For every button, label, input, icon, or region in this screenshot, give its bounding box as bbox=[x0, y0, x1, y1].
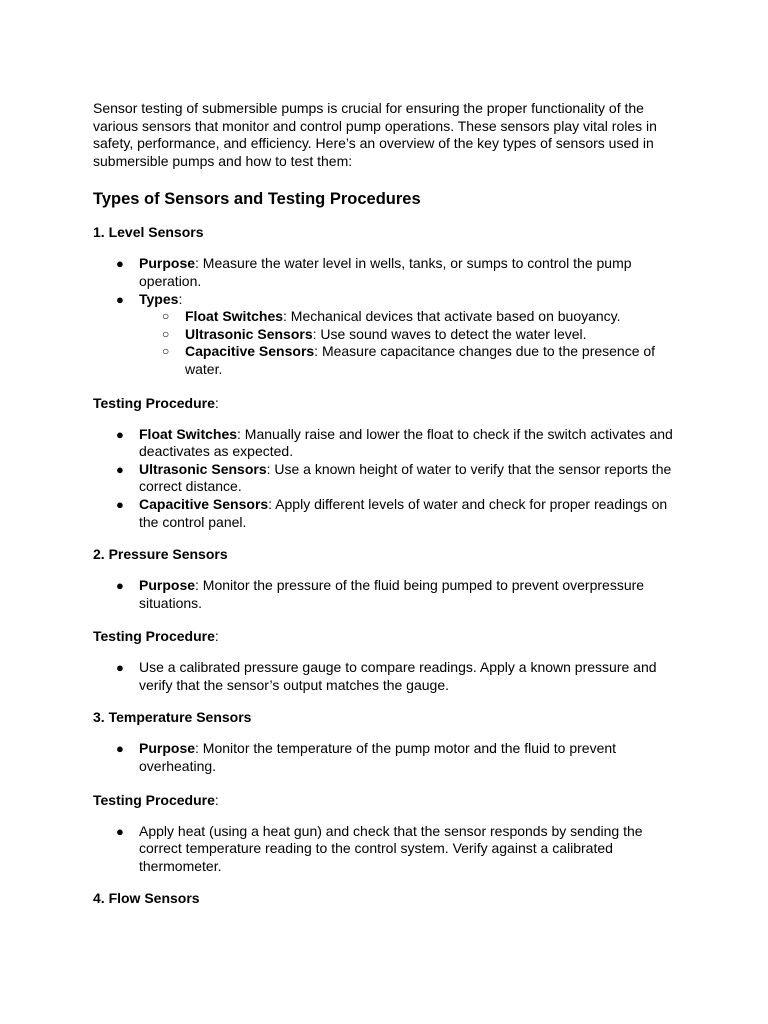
sub-list-item bbox=[139, 326, 673, 344]
pressure-sensors-heading: 2. Pressure Sensors bbox=[93, 546, 228, 563]
pressure-testing-list bbox=[93, 659, 673, 694]
purpose-term: Purpose bbox=[139, 577, 196, 594]
bullet-icon: ● bbox=[116, 496, 124, 512]
hollow-bullet-icon: ○ bbox=[162, 309, 170, 324]
testing-term: Testing Procedure bbox=[93, 394, 215, 411]
type-text: : Mechanical devices that activate based on buoyancy. bbox=[283, 308, 621, 325]
pressure-testing-label bbox=[93, 627, 673, 645]
procedure-text: : Apply different levels of water and check for proper readings on the control panel. bbox=[139, 495, 668, 530]
section-title: Types of Sensors and Testing Procedures bbox=[93, 190, 421, 209]
bullet-icon: ● bbox=[116, 461, 124, 477]
temperature-sensors-list bbox=[93, 740, 673, 775]
temperature-sensors-heading: 3. Temperature Sensors bbox=[93, 709, 252, 726]
list-item bbox=[93, 426, 673, 461]
list-item bbox=[93, 496, 673, 531]
testing-colon: : bbox=[214, 791, 219, 808]
procedure-text: Apply heat (using a heat gun) and check that the sensor responds by sending the correct temperature reading to the control system. Verify against a calibrated thermometer. bbox=[139, 822, 643, 874]
level-sensors-heading: 1. Level Sensors bbox=[93, 224, 204, 241]
list-item bbox=[93, 659, 673, 694]
flow-sensors-heading: 4. Flow Sensors bbox=[93, 890, 200, 907]
type-term: Float Switches bbox=[185, 308, 284, 325]
intro-paragraph: Sensor testing of submersible pumps is crucial for ensuring the proper functionality of the various sensors that monitor and control pump operations. These sensors play vital roles in safety, performance, and efficiency. Here’s an overview of the key types of sensors used in submersible pumps and how to test them: bbox=[93, 100, 657, 169]
level-testing-label bbox=[93, 394, 673, 412]
procedure-term: Float Switches bbox=[139, 425, 238, 442]
document-body bbox=[93, 100, 673, 907]
list-item bbox=[93, 577, 673, 612]
hollow-bullet-icon: ○ bbox=[162, 326, 170, 341]
purpose-term: Purpose bbox=[139, 740, 196, 757]
purpose-text: : Measure the water level in wells, tanks, or sumps to control the pump operation. bbox=[139, 255, 632, 289]
bullet-icon: ● bbox=[116, 256, 124, 272]
types-colon: : bbox=[178, 290, 183, 307]
type-text: : Use sound waves to detect the water level. bbox=[312, 325, 587, 342]
bullet-icon: ● bbox=[116, 823, 124, 839]
list-item bbox=[93, 740, 673, 775]
bullet-icon: ● bbox=[116, 578, 124, 594]
bullet-icon: ● bbox=[116, 291, 124, 307]
temperature-testing-label bbox=[93, 791, 673, 809]
list-item bbox=[93, 461, 673, 496]
purpose-text: : Monitor the pressure of the fluid being pumped to prevent overpressure situations. bbox=[139, 577, 645, 611]
sub-list-item bbox=[139, 308, 673, 326]
testing-colon: : bbox=[214, 628, 219, 645]
hollow-bullet-icon: ○ bbox=[162, 344, 170, 359]
temperature-testing-list bbox=[93, 823, 673, 876]
level-testing-list bbox=[93, 426, 673, 532]
pressure-sensors-list bbox=[93, 577, 673, 612]
testing-term: Testing Procedure bbox=[93, 628, 215, 645]
procedure-text: Use a calibrated pressure gauge to compare readings. Apply a known pressure and verify that the sensor’s output matches the gauge. bbox=[139, 659, 657, 693]
type-term: Ultrasonic Sensors bbox=[185, 325, 313, 342]
testing-colon: : bbox=[214, 394, 219, 411]
bullet-icon: ● bbox=[116, 741, 124, 757]
list-item bbox=[93, 291, 673, 379]
procedure-text: : Manually raise and lower the float to check if the switch activates and deactivates as expected. bbox=[139, 425, 673, 460]
list-item bbox=[93, 823, 673, 876]
level-sensors-list bbox=[93, 255, 673, 378]
procedure-term: Capacitive Sensors bbox=[139, 495, 269, 512]
purpose-text: : Monitor the temperature of the pump motor and the fluid to prevent overheating. bbox=[139, 740, 617, 775]
procedure-term: Ultrasonic Sensors bbox=[139, 460, 267, 477]
bullet-icon: ● bbox=[116, 660, 124, 676]
testing-term: Testing Procedure bbox=[93, 791, 215, 808]
sub-list-item bbox=[139, 343, 673, 378]
types-term: Types bbox=[139, 290, 179, 307]
list-item bbox=[93, 255, 673, 290]
purpose-term: Purpose bbox=[139, 255, 196, 272]
type-text: : Measure capacitance changes due to the presence of water. bbox=[185, 343, 656, 377]
level-types-sublist bbox=[139, 308, 673, 378]
bullet-icon: ● bbox=[116, 426, 124, 442]
procedure-text: : Use a known height of water to verify that the sensor reports the correct distance. bbox=[139, 460, 672, 495]
type-term: Capacitive Sensors bbox=[185, 343, 315, 360]
